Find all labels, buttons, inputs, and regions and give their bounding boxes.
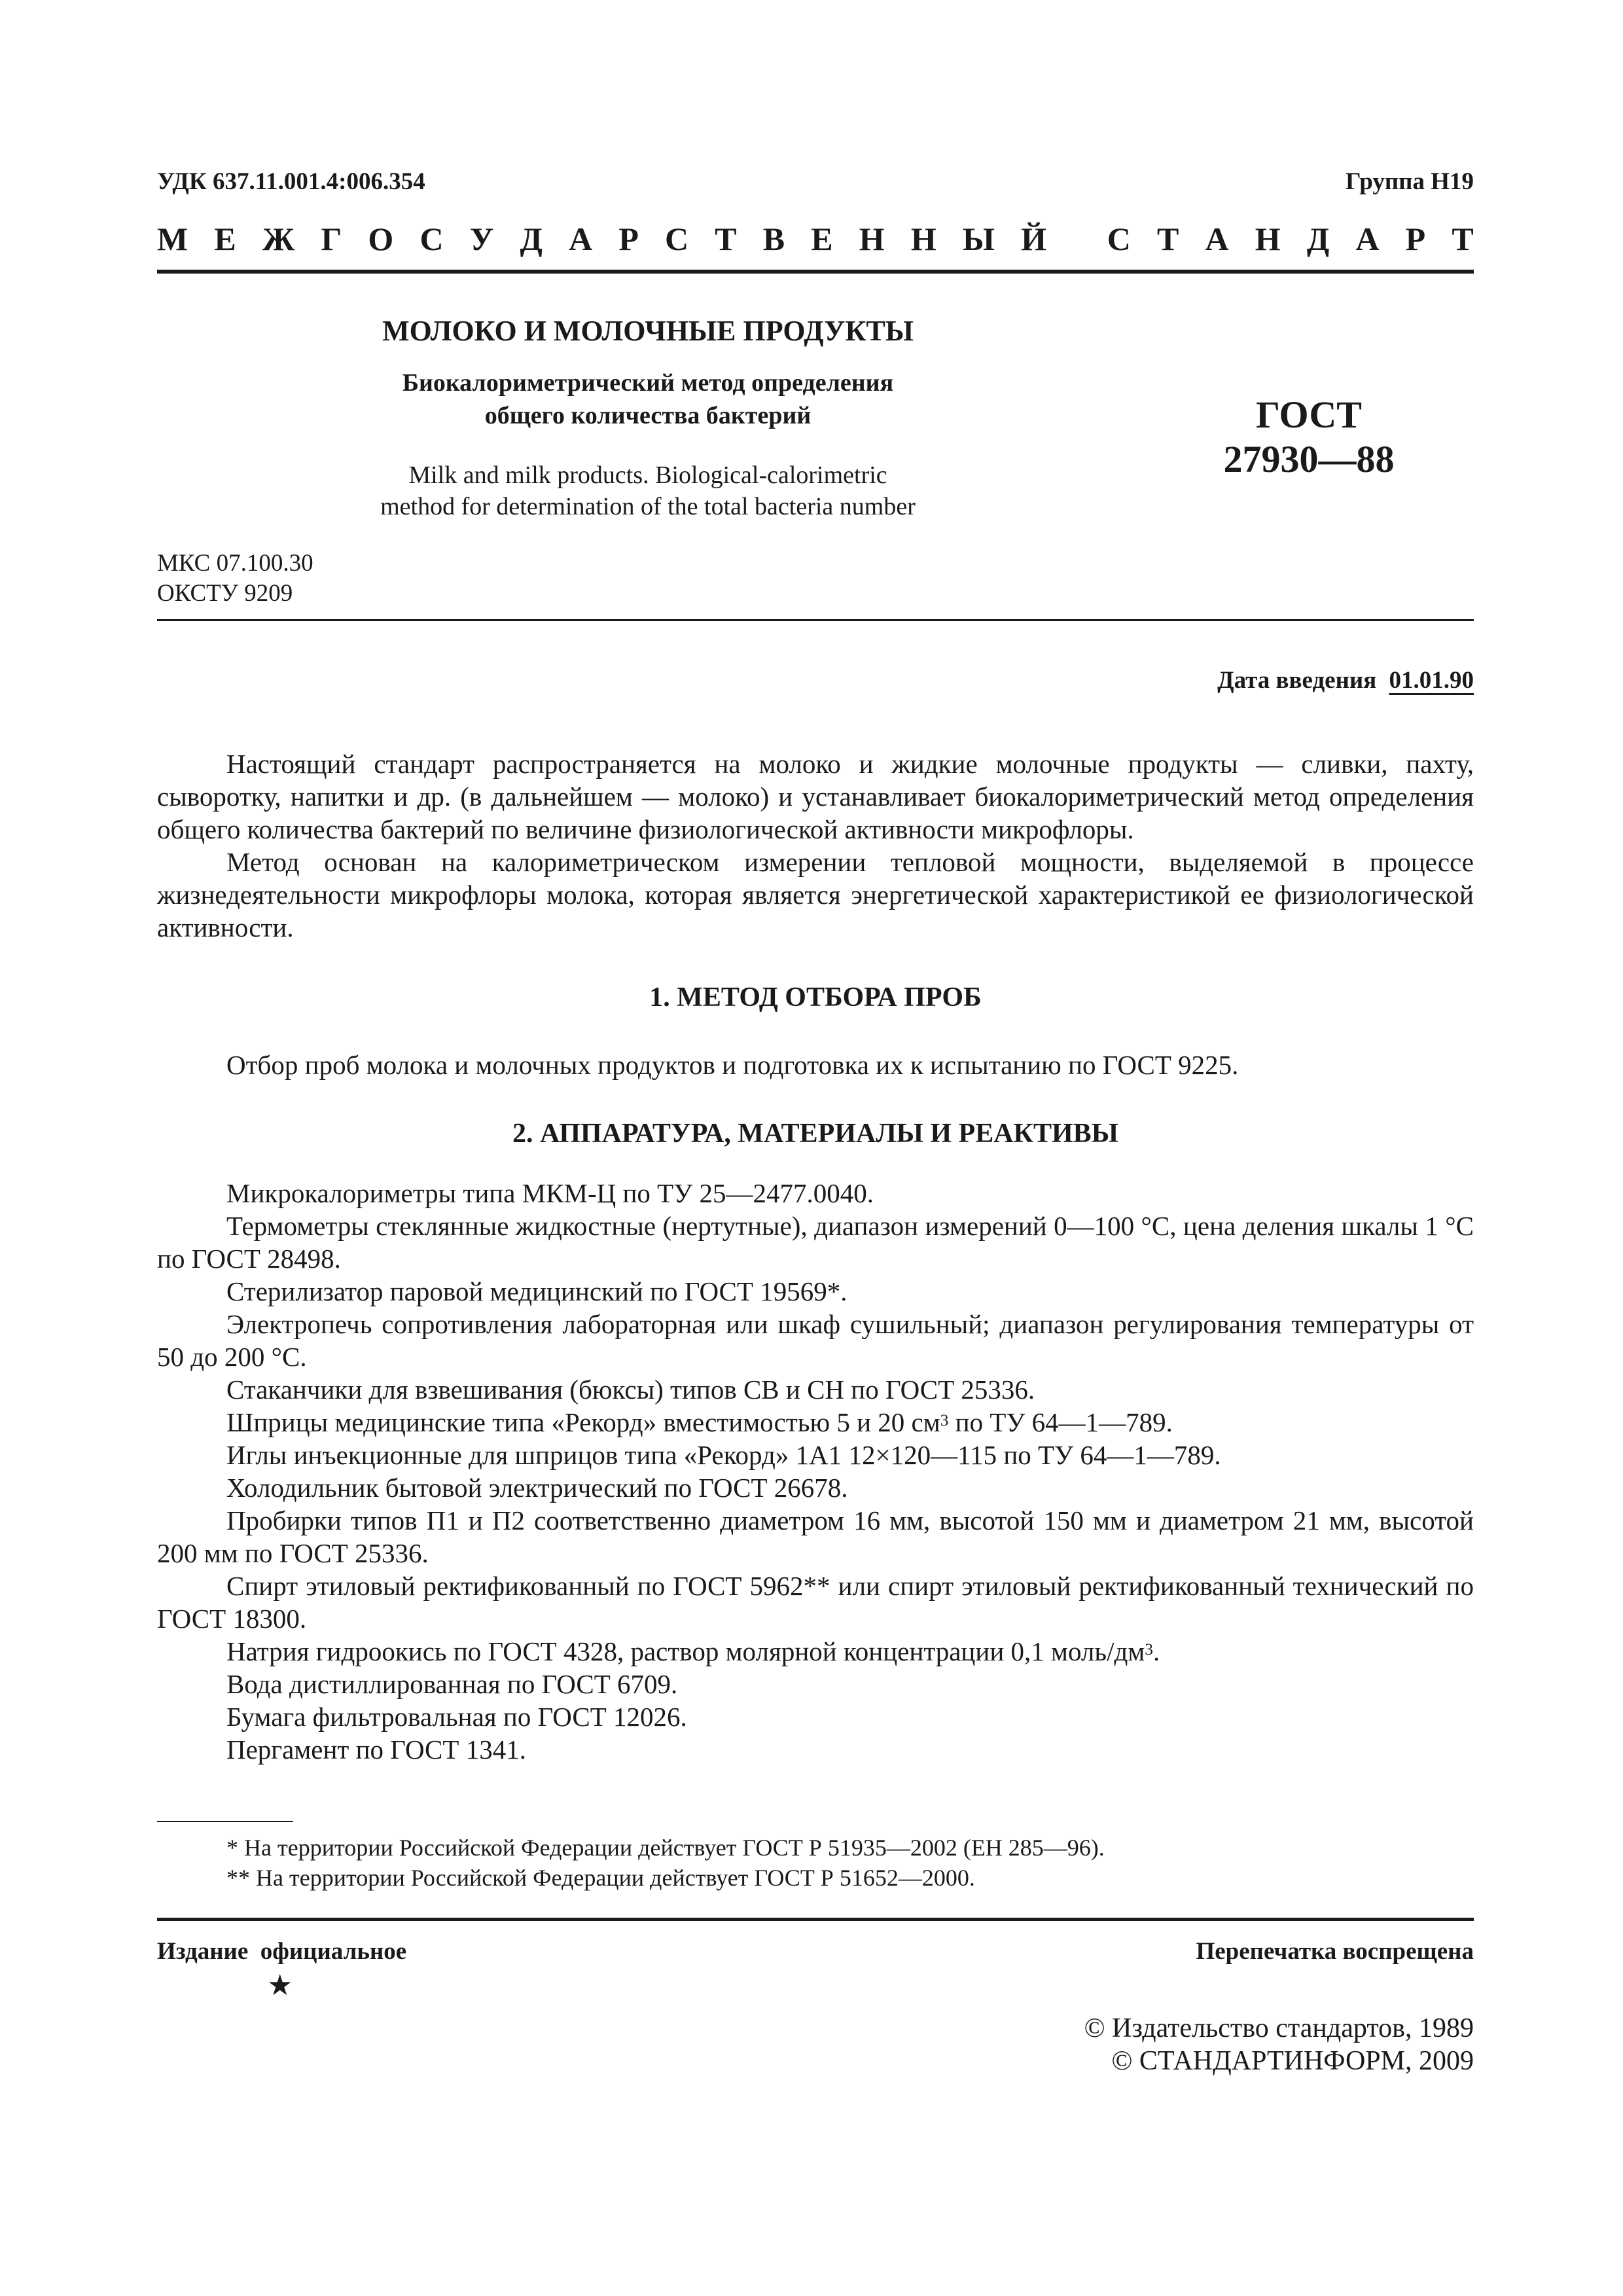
copyright-line-2: © СТАНДАРТИНФОРМ, 2009 <box>1111 2046 1474 2076</box>
banner-rule <box>157 270 1474 274</box>
subtitle-line-2: общего количества бактерий <box>484 402 812 429</box>
star-icon: ★ <box>267 1969 293 2001</box>
banner-letter: Г <box>321 221 342 257</box>
copyright-line-1: © Издательство стандартов, 1989 <box>1084 2013 1474 2043</box>
banner-letter: Т <box>715 221 737 257</box>
okstu-code: ОКСТУ 9209 <box>157 580 293 607</box>
banner-letter: Й <box>1021 221 1047 257</box>
mks-code: МКС 07.100.30 <box>157 550 313 577</box>
banner-letter: Е <box>811 221 833 257</box>
effective-date-label: Дата введения <box>1217 667 1377 694</box>
introduction <box>157 747 1474 944</box>
banner-letter: Н <box>1255 221 1281 257</box>
banner-letter: Р <box>1405 221 1426 257</box>
banner-letter: Н <box>910 221 936 257</box>
effective-date-value: 01.01.90 <box>1389 667 1474 694</box>
banner-letter: А <box>1205 221 1229 257</box>
classification-codes <box>157 548 313 609</box>
reprint-notice: Перепечатка воспрещена <box>1196 1938 1474 1965</box>
english-title-line-1: Milk and milk products. Biological-calorimetric <box>408 461 887 489</box>
udk-code: УДК 637.11.001.4:006.354 <box>157 168 425 195</box>
list-item-text: Натрия гидроокись по ГОСТ 4328, раствор молярной концентрации 0,1 моль/дм <box>226 1636 1145 1666</box>
intro-paragraph-2: Метод основан на калориметрическом измерении тепловой мощности, выделяемой в процессе жизнедеятельности микрофлоры молока, которая является энергетической характеристикой ее физиологической активности. <box>157 847 1474 942</box>
section-1-heading: 1. МЕТОД ОТБОРА ПРОБ <box>649 982 982 1013</box>
list-item: Иглы инъекционные для шприцов типа «Рекорд» 1А1 12×120—115 по ТУ 64—1—789. <box>226 1440 1221 1470</box>
gost-number <box>1171 393 1446 482</box>
section-1-text: Отбор проб молока и молочных продуктов и подготовка их к испытанию по ГОСТ 9225. <box>226 1050 1239 1080</box>
superscript: 3 <box>1145 1640 1153 1659</box>
banner-letter: В <box>762 221 785 257</box>
english-title-line-2: method for determination of the total bacteria number <box>380 493 916 520</box>
list-item: Вода дистиллированная по ГОСТ 6709. <box>226 1669 678 1699</box>
footnote-separator <box>157 1821 293 1822</box>
footnote-2: ** На территории Российской Федерации действует ГОСТ Р 51652—2000. <box>226 1865 975 1891</box>
official-edition: Издание официальное <box>157 1938 407 1965</box>
list-item: Бумага фильтровальная по ГОСТ 12026. <box>226 1702 687 1732</box>
footnotes <box>157 1833 1474 1893</box>
footnote-1: * На территории Российской Федерации действует ГОСТ Р 51935—2002 (ЕН 285—96). <box>226 1835 1105 1861</box>
document-subtitle <box>275 367 1021 432</box>
list-item: Холодильник бытовой электрический по ГОСТ 26678. <box>226 1473 848 1503</box>
banner-letter <box>1073 220 1081 258</box>
list-item: Стаканчики для взвешивания (бюксы) типов СВ и СН по ГОСТ 25336. <box>226 1374 1035 1405</box>
banner-letter: Ы <box>962 221 995 257</box>
list-item-text: Шприцы медицинские типа «Рекорд» вместимостью 5 и 20 см <box>226 1407 940 1437</box>
superscript: 3 <box>940 1411 949 1430</box>
banner-letter: У <box>469 221 494 257</box>
banner-letter: Т <box>1157 221 1179 257</box>
effective-date <box>1217 666 1474 694</box>
footer-rule <box>157 1918 1474 1921</box>
list-item <box>157 1635 1474 1668</box>
list-item: Пробирки типов П1 и П2 соответственно диаметром 16 мм, высотой 150 мм и диаметром 21 мм, высотой 200 мм по ГОСТ 25336. <box>157 1505 1474 1568</box>
banner-letter: М <box>157 221 188 257</box>
codes-rule <box>157 619 1474 621</box>
interstate-standard-banner <box>157 216 1474 262</box>
banner-letter: О <box>368 221 394 257</box>
banner-letter: С <box>665 221 689 257</box>
list-item <box>157 1406 1474 1439</box>
list-item: Пергамент по ГОСТ 1341. <box>226 1734 526 1765</box>
document-title: МОЛОКО И МОЛОЧНЫЕ ПРОДУКТЫ <box>382 315 914 347</box>
list-item: Стерилизатор паровой медицинский по ГОСТ 19569*. <box>226 1276 847 1306</box>
banner-letter: С <box>419 221 444 257</box>
gost-designation: 27930—88 <box>1223 438 1395 480</box>
banner-letter: А <box>569 221 593 257</box>
subtitle-line-1: Биокалориметрический метод определения <box>402 369 894 397</box>
banner-letter: Н <box>859 221 885 257</box>
banner-letter: Ж <box>262 221 295 257</box>
list-item: Термометры стеклянные жидкостные (нертутные), диапазон измерений 0—100 °С, цена деления шкалы 1 °С по ГОСТ 28498. <box>157 1211 1474 1274</box>
list-item-tail: . <box>1152 1636 1160 1666</box>
gost-label: ГОСТ <box>1256 393 1362 436</box>
banner-letter: Д <box>520 221 543 257</box>
banner-letter: Р <box>618 221 639 257</box>
list-item-tail: по ТУ 64—1—789. <box>948 1407 1173 1437</box>
list-item: Спирт этиловый ректификованный по ГОСТ 5962** или спирт этиловый ректификованный технический по ГОСТ 18300. <box>157 1571 1474 1634</box>
list-item: Электропечь сопротивления лабораторная или шкаф сушильный; диапазон регулирования температуры от 50 до 200 °С. <box>157 1309 1474 1372</box>
section-2-heading: 2. АППАРАТУРА, МАТЕРИАЛЫ И РЕАКТИВЫ <box>512 1119 1118 1149</box>
banner-letter: А <box>1355 221 1380 257</box>
intro-paragraph-1: Настоящий стандарт распространяется на молоко и жидкие молочные продукты — сливки, пахту, сыворотку, напитки и др. (в дальнейшем — молоко) и устанавливает биокалориметрический метод определения общего количества бактерий по величине физиологической активности микрофлоры. <box>157 749 1474 844</box>
section-1-body <box>157 1049 1474 1081</box>
english-title <box>275 459 1021 522</box>
banner-letter: Е <box>214 221 236 257</box>
list-item: Микрокалориметры типа МКМ-Ц по ТУ 25—2477.0040. <box>226 1178 874 1208</box>
section-2-list <box>157 1177 1474 1766</box>
banner-letter: Д <box>1306 221 1330 257</box>
group-code: Группа Н19 <box>1346 168 1474 195</box>
banner-letter: Т <box>1452 221 1474 257</box>
copyright <box>1084 2012 1474 2077</box>
banner-letter: С <box>1107 221 1131 257</box>
